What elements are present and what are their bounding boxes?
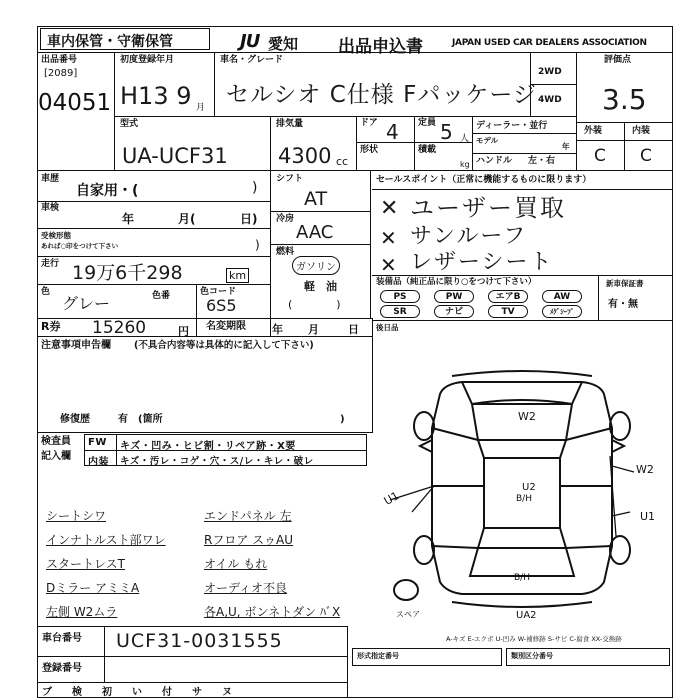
roof-front xyxy=(478,440,566,458)
trunk xyxy=(470,548,574,576)
model-year-label: モデル xyxy=(476,136,499,145)
model-value: セルシオ C仕様 Fパッケージ xyxy=(226,82,537,108)
recycle-unit: 円 xyxy=(178,325,189,338)
ack-note: あれば○印をつけて下さい xyxy=(41,242,119,250)
mirror-right xyxy=(612,440,624,452)
sales-point-mark-2: ✕ xyxy=(380,226,397,250)
name-change-label: 名変期限 xyxy=(206,321,246,332)
grade-label: 評価点 xyxy=(604,55,632,65)
a-pillars xyxy=(432,428,612,440)
load-label: 積載 xyxy=(418,145,437,155)
inspector-row2-head: 内装 xyxy=(88,457,109,468)
lot-sub-number: [2089] xyxy=(44,68,78,79)
chassis-value: UCF31-0031555 xyxy=(116,630,283,652)
inspector-row1-head: FW xyxy=(88,437,107,448)
grade-score: 3.5 xyxy=(602,83,647,116)
capacity-unit: 人 xyxy=(460,134,470,144)
displacement-value: 4300 xyxy=(278,144,332,168)
wheel-rr xyxy=(610,536,630,564)
inspector-label-2: 記入欄 xyxy=(41,451,71,462)
rear-glass xyxy=(478,528,566,548)
logo-region: 愛知 xyxy=(268,35,299,53)
storage-note-box xyxy=(40,28,210,50)
warranty-label: 新車保証書 xyxy=(606,279,644,288)
inspector-note-0-0: シートシワ xyxy=(46,509,107,523)
inspection-day: 日) xyxy=(240,212,258,226)
registration-label: 初度登録年月 xyxy=(120,55,175,65)
handle-label: ハンドル xyxy=(476,156,513,166)
color-no-label: 色番 xyxy=(152,291,171,301)
mirror-left xyxy=(420,440,432,452)
lot-label: 出品番号 xyxy=(41,55,78,65)
recycle-label: R券 xyxy=(41,320,61,333)
bottom-cell-4: 付 xyxy=(162,687,172,698)
mileage-unit: km xyxy=(226,268,249,283)
sales-points-label: セールスポイント（正常に機能するものに限ります） xyxy=(376,175,592,185)
inspector-row2-items: キズ・汚レ・コゲ・穴・ス/レ・キレ・破レ xyxy=(120,456,314,467)
chassis-label: 車台番号 xyxy=(42,633,82,644)
exterior-label: 外装 xyxy=(584,126,603,136)
type-label: 型式 xyxy=(120,119,139,129)
name-change-day: 日 xyxy=(348,323,359,336)
bottom-cell-5: サ xyxy=(192,687,202,698)
registration-month-unit: 月 xyxy=(196,103,206,113)
mark-b-center: B/H xyxy=(516,494,532,504)
aircon-value: AAC xyxy=(296,222,334,243)
equip-aw: AW xyxy=(542,290,582,303)
wheel-fr xyxy=(610,412,630,440)
equip-navi: ナビ xyxy=(434,305,474,318)
bottom-cell-6: ヌ xyxy=(222,687,232,698)
wheel-fl xyxy=(414,412,434,440)
mark-right-line-1 xyxy=(612,466,634,472)
color-label: 色 xyxy=(41,287,51,297)
inspector-note-2-1: オイル もれ xyxy=(204,557,268,571)
equip-sr: SR xyxy=(380,305,420,318)
name-change-month: 月 xyxy=(308,323,319,336)
opt-2wd: 2WD xyxy=(538,67,562,77)
mark-u1-right: U1 xyxy=(640,510,656,523)
recycle-value: 15260 xyxy=(92,318,147,338)
equipment-label: 装備品（純正品に限り○をつけて下さい） xyxy=(376,277,537,287)
association-name: JAPAN USED CAR DEALERS ASSOCIATION xyxy=(452,38,647,48)
notes-note: (不具合内容等は具体的に記入して下さい) xyxy=(134,340,314,351)
equip-pw: PW xyxy=(434,290,474,303)
inspector-note-4-0: 左側 W2ムラ xyxy=(46,605,118,619)
handle-value: 左・右 xyxy=(528,156,556,166)
opt-4wd: 4WD xyxy=(538,95,562,105)
spare-wheel xyxy=(394,580,418,600)
repair-value: 有 (箇所 xyxy=(118,414,163,425)
mileage-value: 19万6千298 xyxy=(72,262,183,284)
dealer-label: ディーラー・並行 xyxy=(476,121,548,131)
equip-ps: PS xyxy=(380,290,420,303)
ack-close: ) xyxy=(255,238,260,252)
inspector-note-1-1: Rフロア スゥAU xyxy=(204,533,294,547)
bottom-cell-3: い xyxy=(132,687,142,698)
repair-close: ) xyxy=(340,414,345,425)
reg-number-label: 登録番号 xyxy=(42,663,82,674)
equip-tv: TV xyxy=(488,305,528,318)
ack-label: 受検形態 xyxy=(41,231,71,240)
equip-airbag: エアB xyxy=(488,290,528,303)
inspector-note-4-1: 各A,U, ボンネトダン ﾊﾞX xyxy=(204,605,341,619)
shift-label: シフト xyxy=(276,174,304,184)
ju-logo: JU xyxy=(240,31,260,52)
inspector-note-2-0: スタートレスT xyxy=(46,557,125,571)
mark-u1-left: U1 xyxy=(381,489,402,508)
inspection-year: 年 xyxy=(122,212,135,226)
fuel-value: ガソリン xyxy=(292,256,340,275)
aircon-label: 冷房 xyxy=(276,214,295,224)
displacement-unit: cc xyxy=(336,155,349,168)
capacity-label: 定員 xyxy=(418,118,437,128)
inspection-label: 車検 xyxy=(41,203,60,213)
capacity-value: 5 xyxy=(440,120,453,144)
after-label: 後日品 xyxy=(376,323,399,332)
lot-number: 04051 xyxy=(38,90,112,116)
mileage-label: 走行 xyxy=(41,259,60,269)
form-field-2: 類別区分番号 xyxy=(511,652,553,660)
equip-other: ﾒｸﾞｼｰﾌﾟ xyxy=(542,305,582,318)
storage-note: 車内保管・守衛保管 xyxy=(47,34,173,50)
bottom-cell-1: 検 xyxy=(72,687,82,698)
registration-value: H13 9 xyxy=(120,82,192,110)
warranty-value: 有・無 xyxy=(608,299,638,310)
type-value: UA-UCF31 xyxy=(122,144,228,168)
sales-point-1: ユーザー買取 xyxy=(410,194,566,222)
inspector-note-0-1: エンドパネル 左 xyxy=(204,509,292,523)
color-code: 6S5 xyxy=(206,296,237,315)
fuel-label: 燃料 xyxy=(276,247,295,257)
form-field-1-box xyxy=(352,648,502,666)
load-unit: kg xyxy=(460,160,470,169)
shift-value: AT xyxy=(304,188,328,210)
repair-label: 修復歴 xyxy=(60,414,90,425)
color-code-label: 色コード xyxy=(200,287,237,297)
mark-u2-center: U2 xyxy=(522,482,536,493)
mark-w2-right: W2 xyxy=(636,463,654,476)
interior-label: 内装 xyxy=(632,126,651,136)
displacement-label: 排気量 xyxy=(276,119,304,129)
inspector-note-3-0: Dミラー アミミA xyxy=(46,581,140,595)
sales-point-3: レザーシート xyxy=(410,250,554,275)
model-label: 車名・グレード xyxy=(220,55,284,65)
sales-point-mark-3: ✕ xyxy=(380,253,397,277)
model-year-unit: 年 xyxy=(562,142,570,151)
front-bumper xyxy=(452,371,592,376)
sales-point-2: サンルーフ xyxy=(410,224,528,249)
doors-label: ドア xyxy=(360,118,378,128)
inspector-row1-items: キズ・凹み・ヒビ割・リペア跡・X要 xyxy=(120,441,296,452)
shape-label: 形状 xyxy=(360,145,379,155)
mark-w2-top: W2 xyxy=(518,410,536,423)
usage-close: ) xyxy=(252,180,258,196)
bottom-cell-0: ブ xyxy=(42,687,52,698)
notes-label: 注意事項申告欄 xyxy=(41,340,111,351)
wheel-rl xyxy=(414,536,434,564)
doors-value: 4 xyxy=(386,120,399,144)
color-value: グレー xyxy=(62,294,111,313)
sales-point-mark-1: ✕ xyxy=(380,196,399,221)
usage-value: 自家用・( xyxy=(76,183,139,199)
fuel-alt: 軽 油 xyxy=(304,280,337,293)
fuel-paren: ( ) xyxy=(288,298,341,311)
form-field-2-box xyxy=(506,648,670,666)
inspector-note-1-0: インナトルスト部ワレ xyxy=(46,533,166,547)
damage-legend: A-キズ E-エクボ U-凹み W-補修跡 S-サビ C-腐食 XX-交換跡 xyxy=(446,635,622,643)
inspector-label-1: 検査員 xyxy=(41,436,71,447)
rear-bumper xyxy=(452,602,592,607)
spare-label: スペア xyxy=(396,610,420,619)
roof xyxy=(484,458,560,528)
interior-value: C xyxy=(640,146,652,166)
form-title: 出品申込書 xyxy=(338,37,423,57)
inspector-note-3-1: オーディオ不良 xyxy=(204,581,288,595)
mark-b-bottom: B/H xyxy=(514,573,530,583)
exterior-value: C xyxy=(594,146,606,166)
mark-ua2-bottom: UA2 xyxy=(516,610,537,621)
name-change-year: 年 xyxy=(272,323,283,336)
form-field-1: 形式指定番号 xyxy=(357,652,399,660)
usage-label: 車歴 xyxy=(41,174,60,184)
bottom-cell-2: 初 xyxy=(102,687,112,698)
inspection-month: 月( xyxy=(178,212,196,226)
